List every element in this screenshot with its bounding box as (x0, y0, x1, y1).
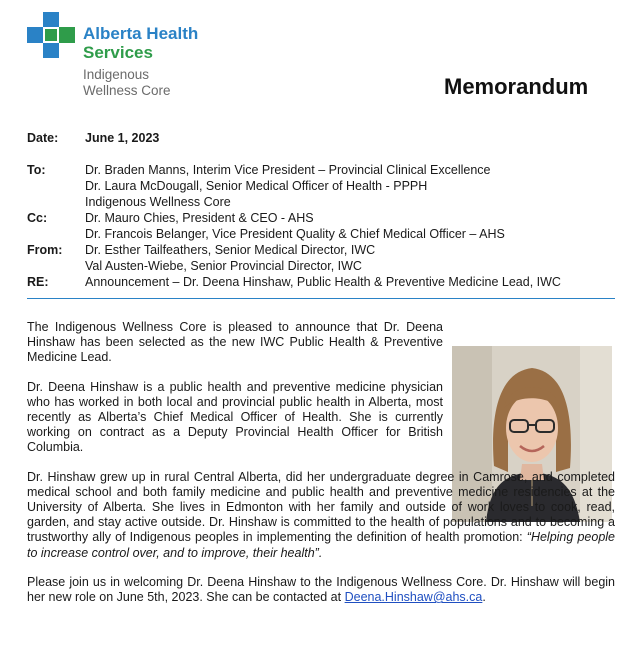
from-sender: Dr. Esther Tailfeathers, Senior Medical Director, IWC (85, 243, 376, 257)
header-divider (27, 298, 615, 299)
date-value: June 1, 2023 (85, 131, 160, 145)
from-sender: Val Austen-Wiebe, Senior Provincial Director, IWC (85, 259, 362, 273)
from-label: From: (27, 243, 63, 257)
cc-row (27, 210, 607, 242)
unit-line-1: Indigenous (83, 67, 150, 82)
to-recipient: Dr. Laura McDougall, Senior Medical Officer of Health - PPPH (85, 179, 428, 193)
ahs-cross-icon (27, 12, 75, 58)
to-recipient: Indigenous Wellness Core (85, 195, 231, 209)
body-paragraph-3: Dr. Hinshaw grew up in rural Central Alberta, did her undergraduate degree in Camrose, and completed medical school and both family medicine and public health and preventive medicine residencies at the University of Alberta. She lives in Edmonton with her family and outside of work loves to cook, read, garden, and stay active outside. Dr. Hinshaw is committed to the health of populations and to becoming a trustworthy ally of Indigenous peoples in implementing the definition of health promotion: “Helping people to increase control over, and to improve, their health”. (27, 469, 615, 560)
memo-header (27, 130, 607, 290)
date-label: Date: (27, 131, 59, 145)
to-row (27, 162, 607, 210)
cc-label: Cc: (27, 211, 48, 225)
from-row (27, 242, 607, 274)
re-label: RE: (27, 275, 49, 289)
to-recipient: Dr. Braden Manns, Interim Vice President – Provincial Clinical Excellence (85, 163, 491, 177)
contact-email-link[interactable]: Deena.Hinshaw@ahs.ca (344, 590, 483, 605)
re-subject: Announcement – Dr. Deena Hinshaw, Public Health & Preventive Medicine Lead, IWC (85, 275, 561, 289)
brand-name (83, 24, 198, 62)
cc-recipient: Dr. Francois Belanger, Vice President Quality & Chief Medical Officer – AHS (85, 227, 505, 241)
unit-line-2: Wellness Core (83, 83, 171, 98)
unit-name (83, 67, 171, 99)
health-promotion-quote: “Helping people to increase control over, and to improve, their health”. (27, 530, 615, 560)
body-paragraph-4: Please join us in welcoming Dr. Deena Hinshaw to the Indigenous Wellness Core. Dr. Hinshaw will begin her new role on June 5th, 2023. She can be contacted at Deena.Hinshaw@ahs.ca. (27, 574, 615, 605)
body-paragraph-1: The Indigenous Wellness Core is pleased to announce that Dr. Deena Hinshaw has been selected as the new IWC Public Health & Preventive Medicine Lead. (27, 320, 443, 365)
re-row (27, 274, 607, 290)
to-label: To: (27, 163, 46, 177)
memo-title: Memorandum (444, 74, 589, 99)
brand-line-1: Alberta Health (83, 24, 199, 43)
body-paragraph-2: Dr. Deena Hinshaw is a public health and preventive medicine physician who has worked in both local and provincial public health in Alberta, most recently as Alberta’s Chief Medical Officer of Health. She is currently working on contract as a Deputy Provincial Health Officer for British Columbia. (27, 379, 443, 455)
cc-recipient: Dr. Mauro Chies, President & CEO - AHS (85, 211, 314, 225)
date-row (27, 130, 607, 146)
brand-line-2: Services (83, 43, 153, 62)
memo-body (27, 320, 615, 619)
